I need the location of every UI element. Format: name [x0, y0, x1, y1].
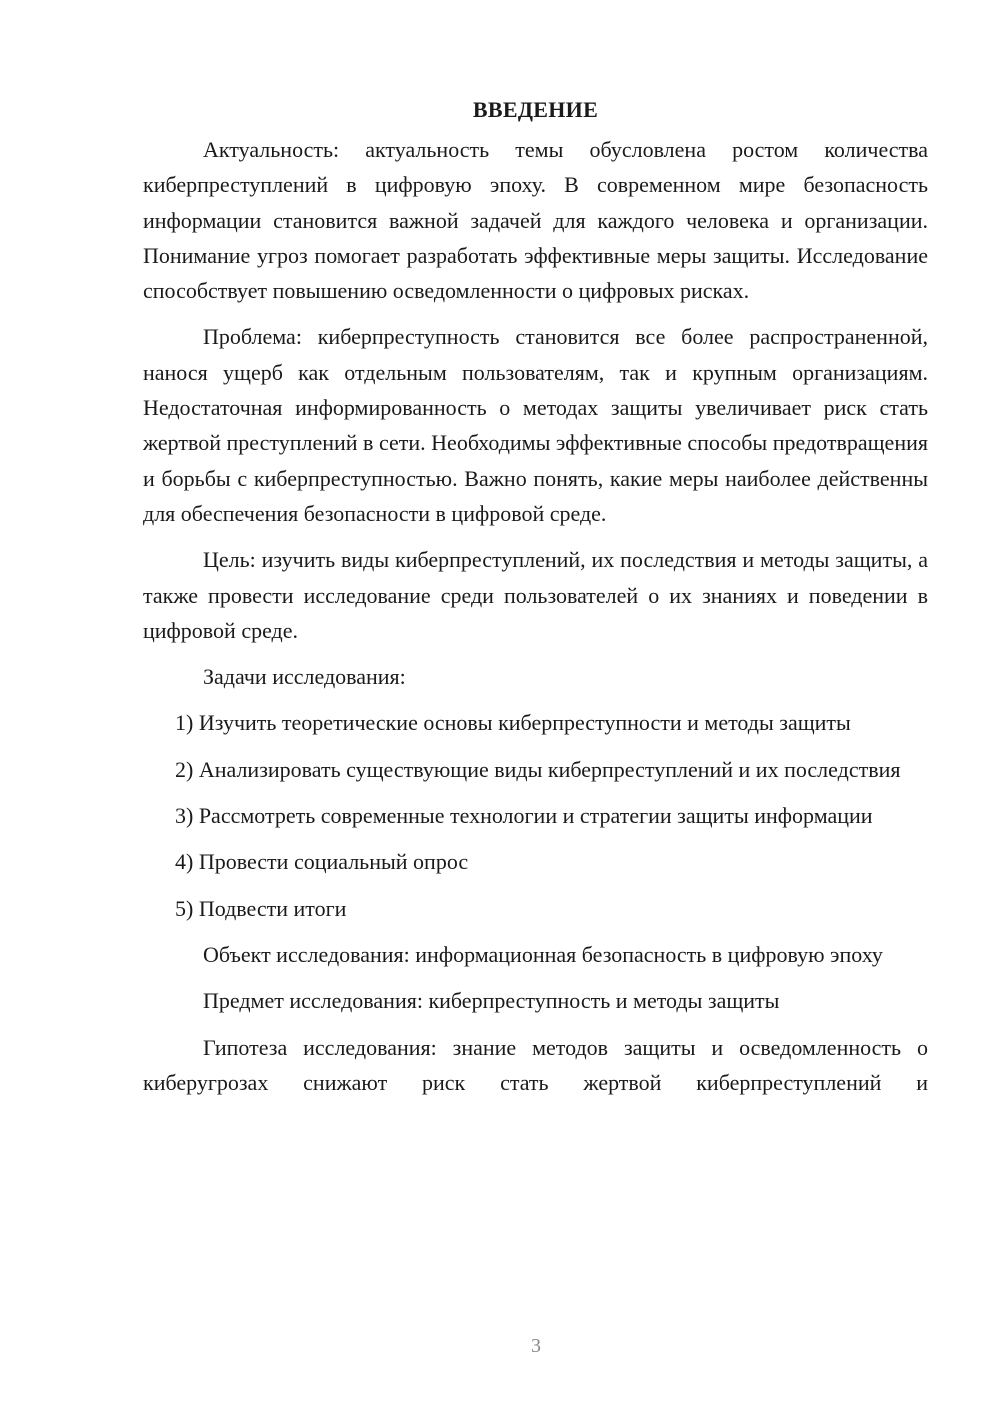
- task-item: 1) Изучить теоретические основы киберпреступности и методы защиты: [175, 710, 851, 736]
- object-paragraph: Объект исследования: информационная безопасность в цифровую эпоху: [203, 941, 883, 967]
- tasks-title: Задачи исследования:: [203, 664, 406, 690]
- task-item: 4) Провести социальный опрос: [175, 849, 469, 875]
- problem-paragraph: Проблема: киберпреступность становится все более распространенной, нанося ущерб как отдельным пользователям, так и крупным организациям. Недостаточная информированность о методах защиты увеличивает риск стать жертвой преступлений в сети. Необходимы эффективные способы предотвращения и борьбы с киберпреступностью. Важно понять, какие меры наиболее действенны для обеспечения безопасности в цифровой среде.: [143, 324, 928, 526]
- page-number: 3: [531, 1335, 541, 1357]
- relevance-paragraph: Актуальность: актуальность темы обусловлена ростом количества киберпреступлений в цифровую эпоху. В современном мире безопасность информации становится важной задачей для каждого человека и организации. Понимание угроз помогает разработать эффективные меры защиты. Исследование способствует повышению осведомленности о цифровых рисках.: [143, 137, 928, 304]
- task-item: 2) Анализировать существующие виды киберпреступлений и их последствия: [175, 756, 901, 782]
- task-item: 3) Рассмотреть современные технологии и стратегии защиты информации: [175, 803, 873, 829]
- task-item: 5) Подвести итоги: [175, 895, 347, 921]
- goal-paragraph: Цель: изучить виды киберпреступлений, их последствия и методы защиты, а также провести исследование среди пользователей о их знаниях и поведении в цифровой среде.: [143, 547, 928, 643]
- subject-paragraph: Предмет исследования: киберпреступность и методы защиты: [203, 988, 780, 1014]
- hypothesis-paragraph: Гипотеза исследования: знание методов защиты и осведомленность о киберугрозах снижают риск стать жертвой киберпреступлений и: [143, 1034, 928, 1095]
- document-body: [143, 92, 928, 1111]
- page-title: ВВЕДЕНИЕ: [472, 97, 599, 122]
